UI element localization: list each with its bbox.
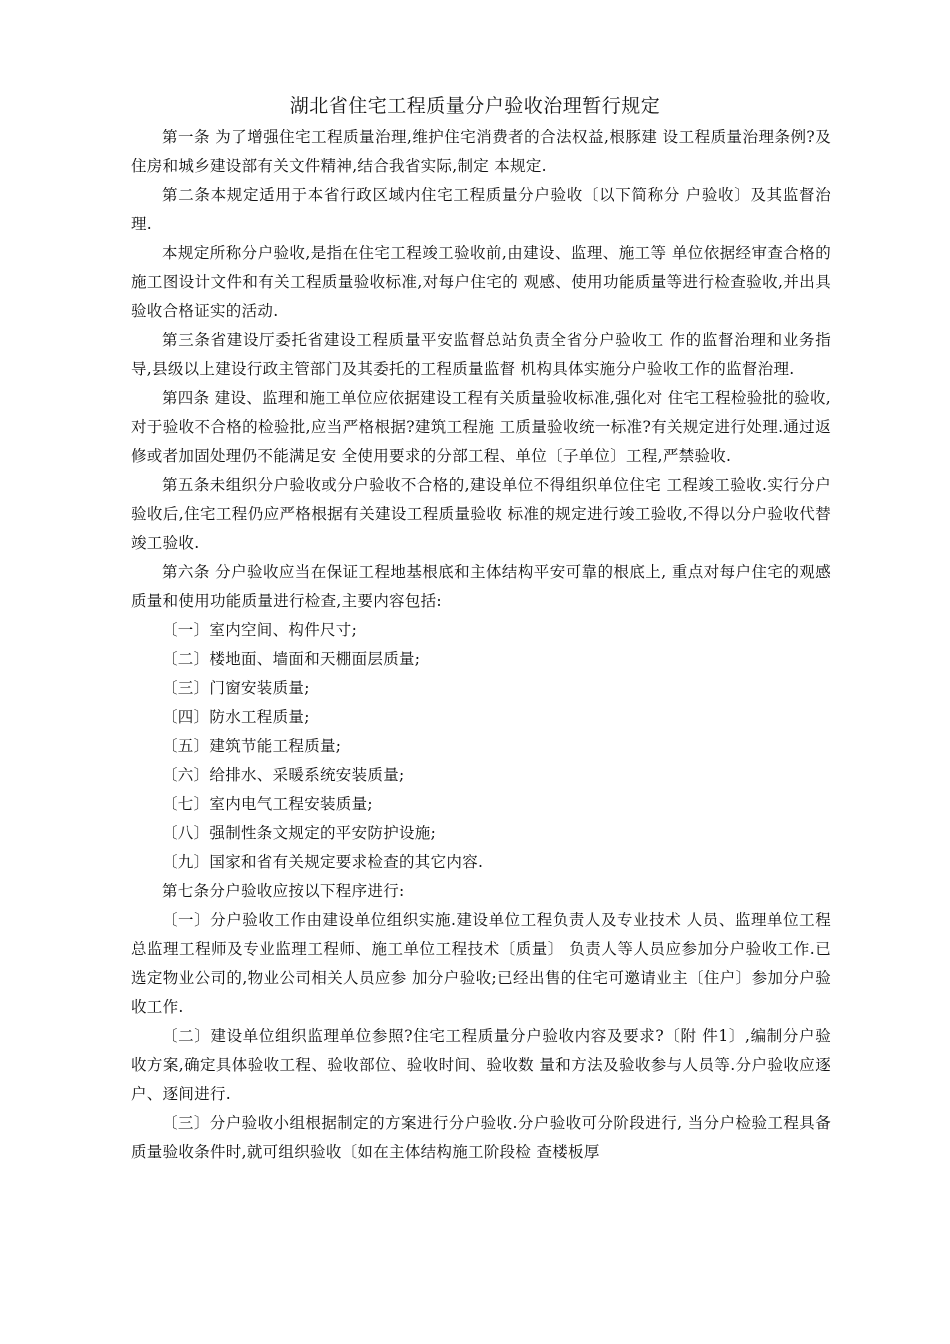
document-body bbox=[131, 123, 831, 1167]
list-item: 〔九〕国家和省有关规定要求检查的其它内容. bbox=[162, 853, 484, 871]
paragraph-definition: 本规定所称分户验收,是指在住宅工程竣工验收前,由建设、监理、施工等 单位依据经审查合格的施工图设计文件和有关工程质量验收标准,对每户住宅的 观感、使用功能质量等进行检查验收,并出具验收合格证实的活动. bbox=[131, 244, 831, 320]
list-item: 〔六〕给排水、采暖系统安装质量; bbox=[162, 766, 405, 784]
paragraph-article-3: 第三条省建设厅委托省建设工程质量平安监督总站负责全省分户验收工 作的监督治理和业务指导,县级以上建设行政主管部门及其委托的工程质量监督 机构具体实施分户验收工作的监督治理. bbox=[131, 331, 831, 378]
list-item: 〔七〕室内电气工程安装质量; bbox=[162, 795, 373, 813]
paragraph-article-1: 第一条 为了增强住宅工程质量治理,维护住宅消费者的合法权益,根豚建 设工程质量治理条例?及住房和城乡建设部有关文件精神,结合我省实际,制定 本规定. bbox=[131, 128, 831, 175]
list-item: 〔二〕楼地面、墙面和天棚面层质量; bbox=[162, 650, 421, 668]
list-item: 〔五〕建筑节能工程质量; bbox=[162, 737, 342, 755]
list-item: 〔三〕门窗安装质量; bbox=[162, 679, 310, 697]
document-title: 湖北省住宅工程质量分户验收治理暂行规定 bbox=[289, 95, 661, 117]
paragraph-article-2: 第二条本规定适用于本省行政区域内住宅工程质量分户验收〔以下简称分 户验收〕及其监督治理. bbox=[131, 186, 831, 233]
procedure-item: 〔二〕建设单位组织监理单位参照?住宅工程质量分户验收内容及要求?〔附 件1〕,编制分户验收方案,确定具体验收工程、验收部位、验收时间、验收数 量和方法及验收参与人员等.分户验收应逐户、逐间进行. bbox=[131, 1027, 831, 1103]
list-item: 〔八〕强制性条文规定的平安防护设施; bbox=[162, 824, 437, 842]
paragraph-article-5: 第五条未组织分户验收或分户验收不合格的,建设单位不得组织单位住宅 工程竣工验收.实行分户验收后,住宅工程仍应严格根据有关建设工程质量验收 标准的规定进行竣工验收,不得以分户验收代替竣工验收. bbox=[131, 476, 831, 552]
paragraph-article-4: 第四条 建设、监理和施工单位应依据建设工程有关质量验收标准,强化对 住宅工程检验批的验收,对于验收不合格的检验批,应当严格根据?建筑工程施 工质量验收统一标准?有关规定进行处理.通过返修或者加固处理仍不能满足安 全使用要求的分部工程、单位〔子单位〕工程,严禁验收. bbox=[131, 389, 831, 465]
paragraph-article-7: 第七条分户验收应按以下程序进行: bbox=[162, 882, 405, 900]
procedure-item: 〔一〕分户验收工作由建设单位组织实施.建设单位工程负责人及专业技术 人员、监理单位工程总监理工程师及专业监理工程师、施工单位工程技术〔质量〕 负责人等人员应参加分户验收工作.已选定物业公司的,物业公司相关人员应参 加分户验收;已经出售的住宅可邀请业主〔住户〕参加分户验收工作. bbox=[131, 911, 831, 1016]
list-item: 〔四〕防水工程质量; bbox=[162, 708, 310, 726]
list-item: 〔一〕室内空间、构件尺寸; bbox=[162, 621, 358, 639]
paragraph-article-6: 第六条 分户验收应当在保证工程地基根底和主体结构平安可靠的根底上, 重点对每户住宅的观感质量和使用功能质量进行检查,主要内容包括: bbox=[131, 563, 831, 610]
procedure-item: 〔三〕分户验收小组根据制定的方案进行分户验收.分户验收可分阶段进行, 当分户检验工程具备质量验收条件时,就可组织验收〔如在主体结构施工阶段检 查楼板厚 bbox=[131, 1114, 831, 1161]
